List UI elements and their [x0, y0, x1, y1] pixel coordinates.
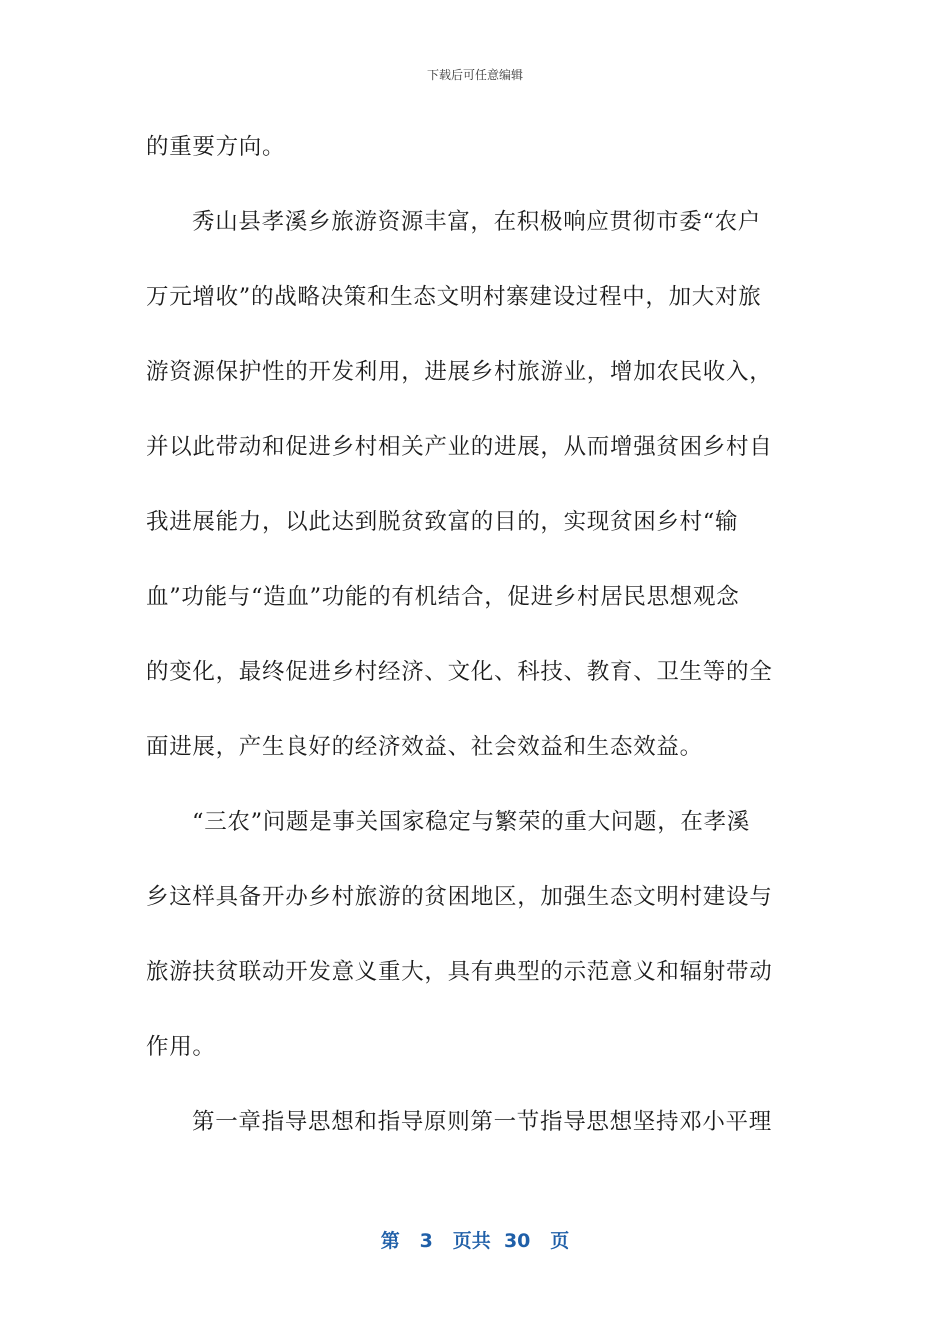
page-prefix: 第 — [380, 1230, 400, 1252]
text-line: 并以此带动和促进乡村相关产业的进展，从而增强贫困乡村自 — [146, 434, 773, 460]
page-mid: 页共 — [452, 1230, 491, 1252]
text-line: 作用。 — [146, 1034, 216, 1060]
text-line: “三农”问题是事关国家稳定与繁荣的重大问题，在孝溪 — [192, 809, 751, 835]
text-line: 秀山县孝溪乡旅游资源丰富，在积极响应贯彻市委“农户 — [192, 209, 762, 235]
text-line: 的变化，最终促进乡村经济、文化、科技、教育、卫生等的全 — [146, 659, 773, 685]
text-line: 旅游扶贫联动开发意义重大，具有典型的示范意义和辐射带动 — [146, 959, 773, 985]
text-line: 我进展能力，以此达到脱贫致富的目的，实现贫困乡村“输 — [146, 509, 739, 535]
text-line: 血”功能与“造血”功能的有机结合，促进乡村居民思想观念 — [146, 584, 740, 610]
text-line: 的重要方向。 — [146, 134, 286, 160]
text-line: 游资源保护性的开发利用，进展乡村旅游业，增加农民收入， — [146, 359, 773, 385]
page-footer — [0, 1226, 950, 1253]
text-line: 面进展，产生良好的经济效益、社会效益和生态效益。 — [146, 734, 703, 760]
header-note: 下载后可任意编辑 — [426, 68, 523, 82]
text-line: 万元增收”的战略决策和生态文明村寨建设过程中，加大对旅 — [146, 284, 762, 310]
text-line: 第一章指导思想和指导原则第一节指导思想坚持邓小平理 — [192, 1109, 773, 1135]
page-total: 30 — [503, 1230, 531, 1252]
page-number: 3 — [419, 1230, 433, 1252]
text-line: 乡这样具备开办乡村旅游的贫困地区，加强生态文明村建设与 — [146, 884, 773, 910]
page-suffix: 页 — [550, 1230, 570, 1252]
